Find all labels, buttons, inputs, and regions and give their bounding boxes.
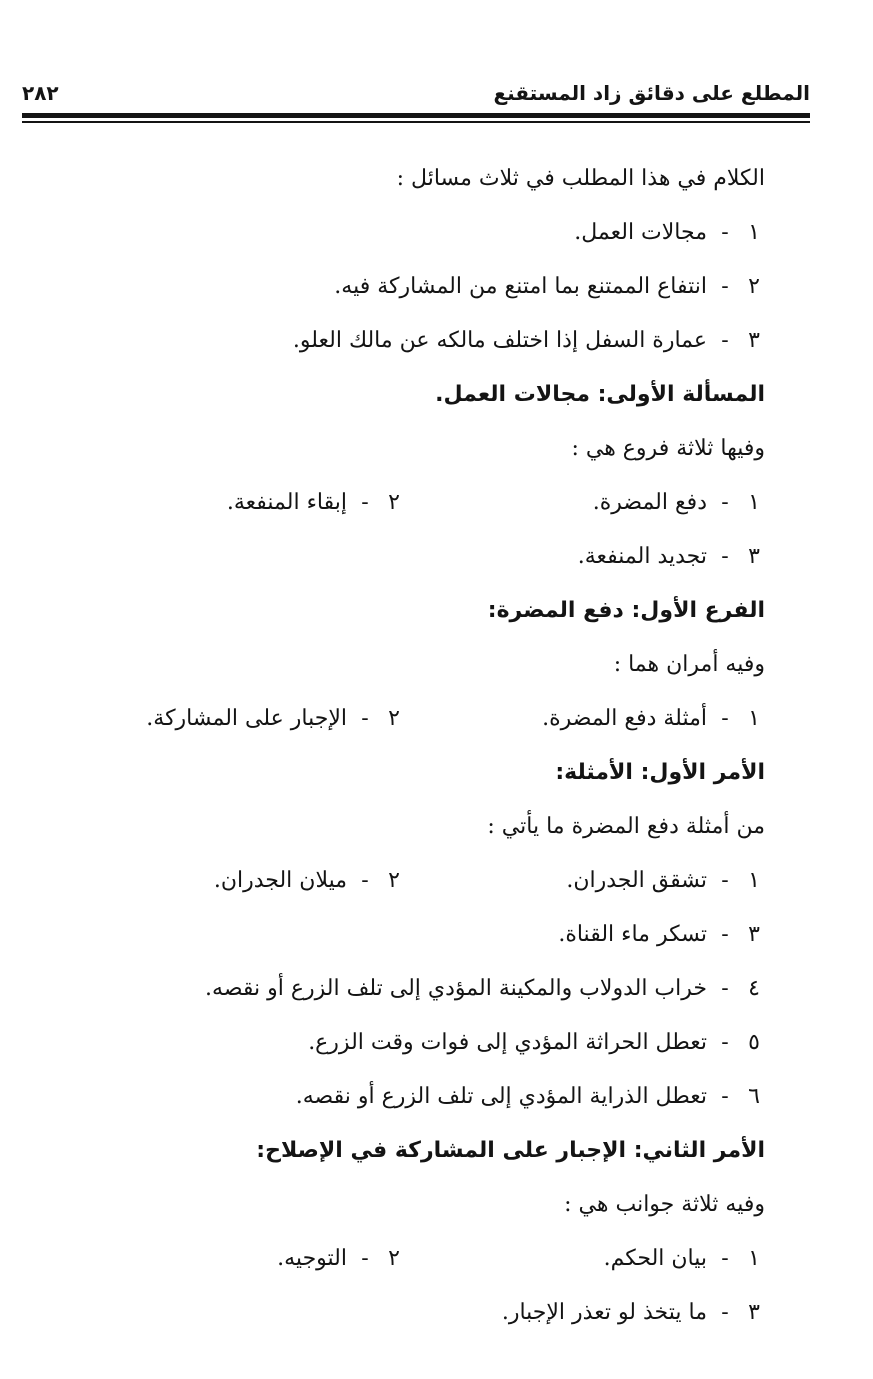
item-dash: - bbox=[721, 328, 729, 353]
item-number: ١ bbox=[748, 868, 760, 893]
section-intro: من أمثلة دفع المضرة ما يأتي : bbox=[487, 814, 765, 839]
item-dash: - bbox=[721, 1030, 729, 1055]
item-number: ٤ bbox=[748, 976, 760, 1001]
item-dash: - bbox=[721, 490, 729, 515]
page-number: ٢٨٢ bbox=[22, 81, 59, 105]
subsection-heading: الأمر الأول: الأمثلة: bbox=[555, 760, 765, 785]
item-dash: - bbox=[721, 922, 729, 947]
section-heading: المسألة الأولى: مجالات العمل. bbox=[435, 382, 765, 407]
item-dash: - bbox=[721, 544, 729, 569]
item-text: بيان الحكم. bbox=[603, 1246, 707, 1271]
item-text: خراب الدولاب والمكينة المؤدي إلى تلف الزرع أو نقصه. bbox=[205, 976, 707, 1001]
list-item bbox=[566, 868, 765, 893]
list-item bbox=[604, 1246, 765, 1271]
item-number: ٢ bbox=[388, 1246, 400, 1271]
header-rule-thick bbox=[22, 113, 810, 118]
item-number: ١ bbox=[748, 706, 760, 731]
item-text: دفع المضرة. bbox=[592, 490, 707, 515]
intro-paragraph: الكلام في هذا المطلب في ثلاث مسائل : bbox=[396, 166, 765, 191]
item-text: إبقاء المنفعة. bbox=[226, 490, 347, 515]
item-text: الإجبار على المشاركة. bbox=[146, 706, 347, 731]
item-number: ٥ bbox=[748, 1030, 760, 1055]
item-number: ٦ bbox=[748, 1084, 760, 1109]
item-number: ٢ bbox=[388, 868, 400, 893]
list-item bbox=[277, 1232, 405, 1286]
section-intro: وفيه أمران هما : bbox=[613, 652, 765, 677]
section-intro: وفيها ثلاثة فروع هي : bbox=[571, 436, 765, 461]
item-text: تعطل الحراثة المؤدي إلى فوات وقت الزرع. bbox=[308, 1030, 707, 1055]
list-row bbox=[85, 854, 765, 908]
header-rule-thin bbox=[22, 121, 810, 123]
list-item bbox=[85, 206, 765, 260]
item-dash: - bbox=[721, 220, 729, 245]
list-item bbox=[593, 490, 765, 515]
item-dash: - bbox=[721, 1084, 729, 1109]
page-body bbox=[85, 152, 765, 1340]
item-text: عمارة السفل إذا اختلف مالكه عن مالك العلو. bbox=[292, 328, 707, 353]
list-item bbox=[227, 476, 405, 530]
item-dash: - bbox=[721, 1246, 729, 1271]
item-dash: - bbox=[361, 868, 369, 893]
item-text: تجديد المنفعة. bbox=[577, 544, 707, 569]
section-intro: وفيه ثلاثة جوانب هي : bbox=[564, 1192, 765, 1217]
item-text: تشقق الجدران. bbox=[566, 868, 707, 893]
list-item bbox=[85, 908, 765, 962]
list-row bbox=[85, 692, 765, 746]
item-dash: - bbox=[361, 1246, 369, 1271]
item-dash: - bbox=[721, 274, 729, 299]
subsection-heading: الأمر الثاني: الإجبار على المشاركة في الإصلاح: bbox=[256, 1138, 765, 1163]
item-number: ٣ bbox=[748, 1300, 760, 1325]
item-number: ١ bbox=[748, 1246, 760, 1271]
item-number: ١ bbox=[748, 490, 760, 515]
list-item bbox=[85, 1016, 765, 1070]
item-dash: - bbox=[361, 706, 369, 731]
item-dash: - bbox=[721, 706, 729, 731]
subsection-heading: الفرع الأول: دفع المضرة: bbox=[487, 598, 765, 623]
item-text: أمثلة دفع المضرة. bbox=[542, 706, 707, 731]
item-text: تسكر ماء القناة. bbox=[558, 922, 707, 947]
page-header bbox=[22, 78, 810, 118]
item-number: ٢ bbox=[388, 490, 400, 515]
item-text: ما يتخذ لو تعذر الإجبار. bbox=[501, 1300, 707, 1325]
item-number: ٣ bbox=[748, 328, 760, 353]
item-number: ٢ bbox=[388, 706, 400, 731]
item-dash: - bbox=[721, 976, 729, 1001]
item-text: مجالات العمل. bbox=[574, 220, 707, 245]
item-text: ميلان الجدران. bbox=[213, 868, 347, 893]
item-number: ١ bbox=[748, 220, 760, 245]
list-item bbox=[85, 314, 765, 368]
list-row bbox=[85, 1232, 765, 1286]
item-number: ٣ bbox=[748, 922, 760, 947]
list-row bbox=[85, 476, 765, 530]
running-title: المطلع على دقائق زاد المستقنع bbox=[493, 81, 810, 105]
item-number: ٢ bbox=[748, 274, 760, 299]
list-item bbox=[85, 1286, 765, 1340]
list-item bbox=[85, 260, 765, 314]
list-item bbox=[146, 692, 405, 746]
item-text: تعطل الذراية المؤدي إلى تلف الزرع أو نقصه. bbox=[295, 1084, 707, 1109]
list-item bbox=[214, 854, 405, 908]
item-number: ٣ bbox=[748, 544, 760, 569]
item-dash: - bbox=[721, 868, 729, 893]
list-item bbox=[542, 706, 765, 731]
list-item bbox=[85, 530, 765, 584]
item-text: انتفاع الممتنع بما امتنع من المشاركة فيه. bbox=[334, 274, 707, 299]
item-dash: - bbox=[721, 1300, 729, 1325]
list-item bbox=[85, 962, 765, 1016]
list-item bbox=[85, 1070, 765, 1124]
item-dash: - bbox=[361, 490, 369, 515]
item-text: التوجيه. bbox=[277, 1246, 347, 1271]
